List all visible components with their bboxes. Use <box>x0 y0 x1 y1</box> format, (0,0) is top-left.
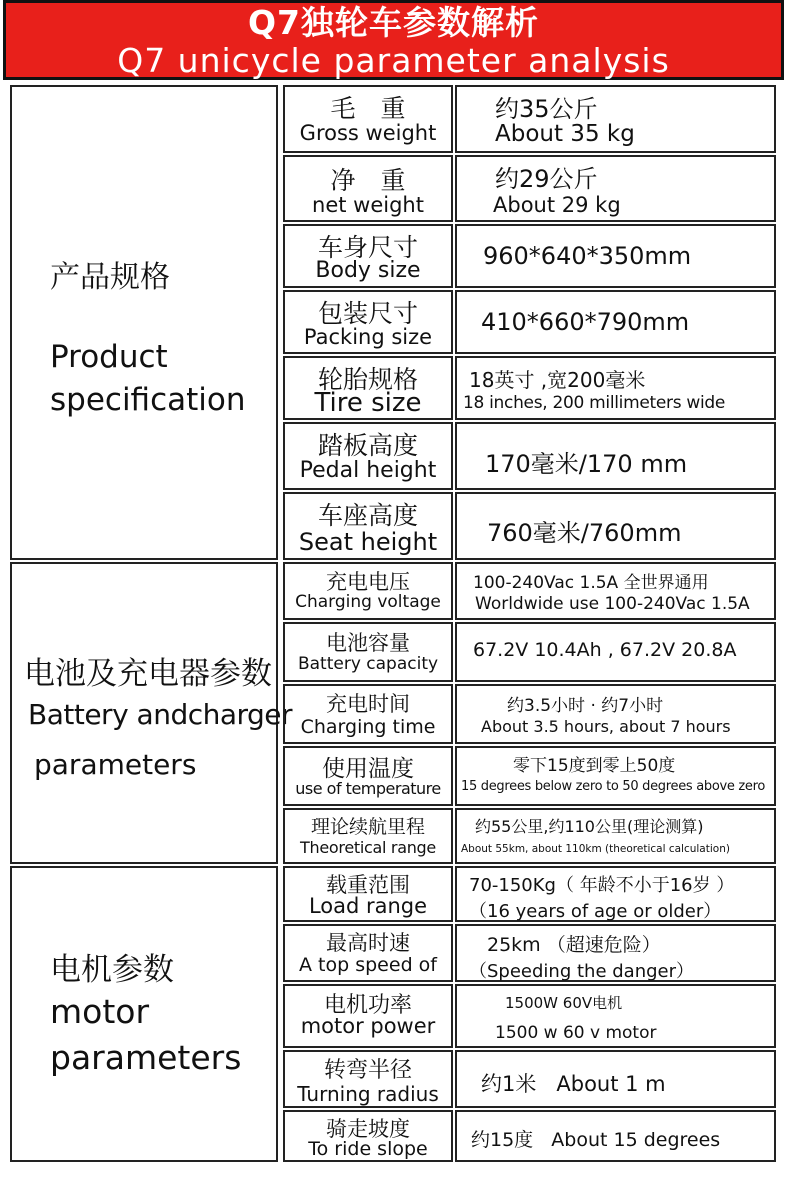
row-ride-slope <box>283 1110 776 1162</box>
value-chinese: 25km （超速危险） <box>487 934 661 956</box>
label-cell <box>283 984 453 1048</box>
label-english: Theoretical range <box>300 838 436 857</box>
value-cell <box>455 224 776 288</box>
row-seat-height <box>283 492 776 560</box>
row-net-weight <box>283 155 776 222</box>
value-cell <box>455 808 776 864</box>
value-cell <box>455 290 776 354</box>
label-english: net weight <box>312 193 424 217</box>
label-chinese: 毛 重 <box>330 94 406 123</box>
label-cell <box>283 224 453 288</box>
label-cell <box>283 684 453 744</box>
row-load-range <box>283 866 776 922</box>
value: 67.2V 10.4Ah , 67.2V 20.8A <box>473 639 737 661</box>
value: 约15度 About 15 degrees <box>471 1129 721 1151</box>
label-english: Tire size <box>314 388 422 418</box>
label-cell <box>283 1110 453 1162</box>
section-product-specification <box>10 85 278 560</box>
value-chinese: 约3.5小时 · 约7小时 <box>507 696 664 716</box>
row-body-size <box>283 224 776 288</box>
section-title-english-line2: parameters <box>50 1038 242 1077</box>
value-english: About 35 kg <box>495 121 635 147</box>
label-english: A top speed of <box>299 954 437 976</box>
value-english: （Speeding the danger） <box>469 961 695 982</box>
row-pedal-height <box>283 422 776 490</box>
row-theoretical-range <box>283 808 776 864</box>
value-chinese: 18英寸 ,宽200毫米 <box>469 368 646 392</box>
section-motor-parameters <box>10 866 278 1162</box>
value-chinese: 1500W 60V电机 <box>505 994 623 1012</box>
value-chinese: 100-240Vac 1.5A 全世界通用 <box>473 573 709 593</box>
label-cell <box>283 492 453 560</box>
row-tire-size <box>283 356 776 420</box>
title-chinese: Q7独轮车参数解析 <box>247 3 539 42</box>
section-title-english-line2: parameters <box>34 748 197 781</box>
value-english: About 29 kg <box>493 193 621 217</box>
label-english: To ride slope <box>308 1138 428 1160</box>
label-cell <box>283 562 453 620</box>
value-cell <box>455 746 776 806</box>
value-cell <box>455 356 776 420</box>
label-cell <box>283 422 453 490</box>
label-chinese: 净 重 <box>330 166 406 195</box>
section-title-chinese: 电机参数 <box>50 952 174 988</box>
label-english: Pedal height <box>299 458 437 483</box>
label-chinese: 最高时速 <box>326 931 410 955</box>
section-title-english-line1: Product <box>50 339 168 375</box>
label-chinese: 轮胎规格 <box>317 365 418 394</box>
label-chinese: 转弯半径 <box>323 1058 412 1083</box>
label-cell <box>283 356 453 420</box>
label-chinese: 使用温度 <box>322 756 414 782</box>
label-chinese: 电机功率 <box>323 993 412 1018</box>
section-battery-charger <box>10 562 293 864</box>
value-english: 15 degrees below zero to 50 degrees above zero <box>461 779 766 794</box>
label-english: Load range <box>308 894 428 918</box>
section-title-english-line2: specification <box>50 382 246 418</box>
label-english: Turning radius <box>297 1082 439 1106</box>
value-cell <box>455 1110 776 1162</box>
label-cell <box>283 866 453 922</box>
label-english: Seat height <box>298 528 438 556</box>
value-cell <box>455 155 776 222</box>
value-cell <box>455 562 776 620</box>
label-chinese: 骑走坡度 <box>326 1117 410 1141</box>
value: 170毫米/170 mm <box>485 450 688 478</box>
row-charging-voltage <box>283 562 776 620</box>
row-motor-power <box>283 984 776 1048</box>
value-english: About 55km, about 110km (theoretical calculation) <box>461 843 730 855</box>
label-cell <box>283 155 453 222</box>
label-cell <box>283 290 453 354</box>
value: 960*640*350mm <box>483 242 692 270</box>
value-english: （16 years of age or older） <box>469 901 722 922</box>
value-cell <box>455 684 776 744</box>
value-english: About 3.5 hours, about 7 hours <box>481 717 731 736</box>
value-english: Worldwide use 100-240Vac 1.5A <box>475 594 750 614</box>
label-chinese: 包装尺寸 <box>317 299 418 328</box>
value-chinese: 70-150Kg（ 年龄不小于16岁 ） <box>469 875 735 896</box>
label-english: Body size <box>315 258 421 283</box>
value-chinese: 约55公里,约110公里(理论测算) <box>475 817 704 836</box>
label-cell <box>283 924 453 982</box>
section-title-english-line1: motor <box>50 992 150 1031</box>
section-title-chinese: 产品规格 <box>50 260 170 295</box>
label-chinese: 踏板高度 <box>317 431 418 460</box>
row-gross-weight <box>283 85 776 153</box>
row-charging-time <box>283 684 776 744</box>
section-title-chinese: 电池及充电器参数 <box>24 656 272 692</box>
label-chinese: 充电电压 <box>326 570 410 594</box>
label-cell <box>283 1050 453 1108</box>
label-chinese: 理论续航里程 <box>310 816 425 838</box>
value-cell <box>455 422 776 490</box>
label-cell <box>283 808 453 864</box>
row-packing-size <box>283 290 776 354</box>
value-cell <box>455 924 776 982</box>
value: 约1米 About 1 m <box>481 1072 666 1096</box>
row-use-temperature <box>283 746 776 806</box>
label-chinese: 车身尺寸 <box>317 233 418 262</box>
label-chinese: 车座高度 <box>317 501 418 530</box>
title-banner <box>3 0 784 80</box>
row-turning-radius <box>283 1050 776 1108</box>
value-cell <box>455 622 776 682</box>
label-cell <box>283 622 453 682</box>
row-top-speed <box>283 924 776 982</box>
label-cell <box>283 85 453 153</box>
value-chinese: 约29公斤 <box>495 165 598 193</box>
row-battery-capacity <box>283 622 776 682</box>
label-english: Battery capacity <box>297 654 439 674</box>
value-cell <box>455 492 776 560</box>
label-cell <box>283 746 453 806</box>
value-cell <box>455 984 776 1048</box>
value-cell <box>455 1050 776 1108</box>
value-cell <box>455 85 776 153</box>
label-english: motor power <box>300 1014 436 1038</box>
value-english: 1500 w 60 v motor <box>495 1023 657 1043</box>
label-english: Charging voltage <box>295 592 441 612</box>
title-english: Q7 unicycle parameter analysis <box>117 41 670 80</box>
label-english: Charging time <box>300 716 436 738</box>
value-cell <box>455 866 776 922</box>
label-chinese: 载重范围 <box>326 873 410 897</box>
label-english: Gross weight <box>299 121 437 145</box>
value-chinese: 零下15度到零上50度 <box>513 756 676 776</box>
label-english: Packing size <box>303 325 433 349</box>
value-english: 18 inches, 200 millimeters wide <box>463 393 726 413</box>
label-chinese: 充电时间 <box>326 692 410 716</box>
value: 410*660*790mm <box>481 308 690 336</box>
value: 760毫米/760mm <box>487 519 682 547</box>
section-title-english-line1: Battery andcharger <box>28 698 293 731</box>
value-chinese: 约35公斤 <box>495 95 598 123</box>
label-chinese: 电池容量 <box>326 631 410 655</box>
label-english: use of temperature <box>295 779 441 798</box>
